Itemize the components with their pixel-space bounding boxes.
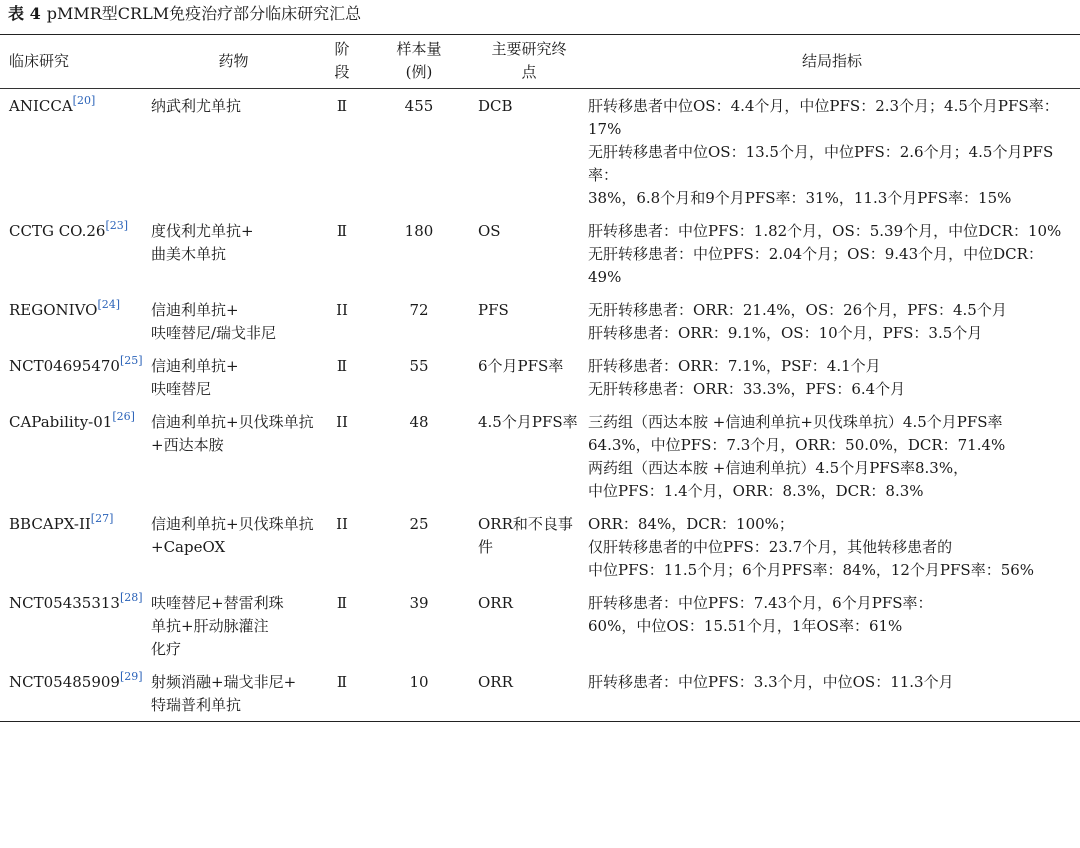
header-phase: [320, 35, 364, 89]
phase-cell: II: [336, 413, 348, 431]
sample-size-cell: 455: [404, 97, 434, 115]
table-row: [0, 89, 1080, 215]
outcome-line: 60%，中位OS：15.51个月，1年OS率：61%: [588, 617, 903, 635]
endpoint-cell: PFS: [478, 301, 509, 319]
drug-line: 信迪利单抗+贝伐珠单抗+CapeOX: [151, 515, 314, 556]
study-cell: [0, 665, 147, 722]
phase-cell: Ⅱ: [336, 594, 348, 612]
table-row: [0, 349, 1080, 405]
drug-line: 信迪利单抗+: [151, 301, 239, 319]
endpoint-cell: ORR: [478, 594, 513, 612]
table-header-row: [0, 35, 1080, 89]
study-name: ANICCA: [9, 97, 73, 115]
study-name: CAPability-01: [9, 413, 113, 431]
drug-line: 呋喹替尼/瑞戈非尼: [151, 324, 277, 342]
endpoint-cell: ORR: [478, 673, 513, 691]
endpoint-cell: DCB: [478, 97, 513, 115]
drug-line: 特瑞普利单抗: [151, 696, 242, 714]
outcome-line: 三药组（西达本胺 +信迪利单抗+贝伐珠单抗）4.5个月PFS率: [588, 413, 1003, 431]
outcome-cell: [584, 349, 1080, 405]
study-cell: [0, 293, 147, 349]
header-phase-line: 阶: [334, 40, 350, 58]
sample-size-cell: 180: [404, 222, 434, 240]
drug-line: 信迪利单抗+: [151, 357, 239, 375]
table-title: pMMR型CRLM免疫治疗部分临床研究汇总: [46, 4, 362, 23]
outcome-line: 肝转移患者：ORR：9.1%，OS：10个月，PFS：3.5个月: [588, 324, 983, 342]
outcome-line: 肝转移患者：中位PFS：7.43个月，6个月PFS率：: [588, 594, 933, 612]
outcome-line: 肝转移患者：ORR：7.1%，PSF：4.1个月: [588, 357, 881, 375]
study-cell: [0, 214, 147, 293]
outcome-cell: [584, 214, 1080, 293]
header-phase-line: 段: [334, 63, 350, 81]
outcome-line: ORR：84%，DCR：100%；: [588, 515, 794, 533]
sample-size-cell: 55: [409, 357, 429, 375]
outcome-line: 中位PFS：1.4个月，ORR：8.3%，DCR：8.3%: [588, 482, 924, 500]
header-sample-line: (例): [405, 63, 433, 81]
citation-ref[interactable]: [26]: [112, 410, 135, 423]
outcome-line: 中位PFS：11.5个月；6个月PFS率：84%，12个月PFS率：56%: [588, 561, 1035, 579]
phase-cell: Ⅱ: [336, 357, 348, 375]
drug-cell: [147, 665, 320, 722]
drug-cell: [147, 293, 320, 349]
study-cell: [0, 586, 147, 665]
outcome-line: 仅肝转移患者的中位PFS：23.7个月，其他转移患者的: [588, 538, 953, 556]
citation-ref[interactable]: [25]: [119, 354, 143, 367]
header-endpoint: [474, 35, 584, 89]
outcome-cell: [584, 507, 1080, 586]
drug-line: 呋喹替尼: [151, 380, 212, 398]
clinical-trials-table: [0, 34, 1080, 722]
header-endpoint-line: 主要研究终: [491, 40, 567, 58]
drug-line: 呋喹替尼+替雷利珠: [151, 594, 284, 612]
study-cell: [0, 507, 147, 586]
sample-size-cell: 25: [409, 515, 429, 533]
outcome-cell: [584, 586, 1080, 665]
outcome-line: 64.3%，中位PFS：7.3个月，ORR：50.0%，DCR：71.4%: [588, 436, 1006, 454]
header-study: 临床研究: [9, 51, 70, 70]
endpoint-cell: 4.5个月PFS率: [478, 413, 578, 431]
phase-cell: Ⅱ: [336, 222, 348, 240]
drug-cell: [147, 586, 320, 665]
outcome-line: 肝转移患者：中位PFS：3.3个月，中位OS：11.3个月: [588, 673, 954, 691]
sample-size-cell: 48: [409, 413, 429, 431]
study-cell: [0, 405, 147, 507]
drug-cell: [147, 405, 320, 507]
citation-ref[interactable]: [20]: [72, 94, 96, 107]
citation-ref[interactable]: [28]: [119, 591, 143, 604]
drug-cell: [147, 507, 320, 586]
drug-line: 单抗+肝动脉灌注: [151, 617, 269, 635]
header-endpoint-line: 点: [521, 63, 537, 81]
header-sample-size: [364, 35, 474, 89]
table-row: [0, 586, 1080, 665]
outcome-line: 无肝转移患者：ORR：33.3%，PFS：6.4个月: [588, 380, 906, 398]
drug-cell: [147, 89, 320, 215]
outcome-line: 无肝转移患者：中位PFS：2.04个月；OS：9.43个月，中位DCR：49%: [588, 245, 1043, 286]
header-drug: 药物: [218, 51, 249, 70]
sample-size-cell: 10: [409, 673, 429, 691]
endpoint-cell: 6个月PFS率: [478, 357, 564, 375]
drug-line: 化疗: [151, 640, 182, 658]
table-caption: [8, 2, 361, 26]
outcome-line: 无肝转移患者：ORR：21.4%，OS：26个月，PFS：4.5个月: [588, 301, 1007, 319]
endpoint-cell: ORR和不良事件: [478, 515, 573, 556]
drug-cell: [147, 349, 320, 405]
phase-cell: Ⅱ: [336, 673, 348, 691]
table-row: [0, 665, 1080, 722]
table-row: [0, 507, 1080, 586]
drug-line: 纳武利尤单抗: [151, 97, 242, 115]
phase-cell: Ⅱ: [336, 97, 348, 115]
sample-size-cell: 39: [409, 594, 429, 612]
study-name: NCT05485909: [9, 673, 120, 691]
table-row: [0, 214, 1080, 293]
phase-cell: II: [336, 515, 348, 533]
table-number: 表 4: [8, 4, 41, 23]
study-name: CCTG CO.26: [9, 222, 106, 240]
study-name: REGONIVO: [9, 301, 98, 319]
outcome-cell: [584, 293, 1080, 349]
study-cell: [0, 89, 147, 215]
outcome-cell: [584, 665, 1080, 722]
header-sample-line: 样本量: [396, 40, 442, 58]
outcome-cell: [584, 89, 1080, 215]
outcome-line: 肝转移患者中位OS：4.4个月，中位PFS：2.3个月；4.5个月PFS率：17%: [588, 97, 1059, 138]
citation-ref[interactable]: [24]: [97, 298, 121, 311]
drug-line: 曲美木单抗: [151, 245, 227, 263]
drug-line: 度伐利尤单抗+: [151, 222, 254, 240]
outcome-line: 38%，6.8个月和9个月PFS率：31%，11.3个月PFS率：15%: [588, 189, 1012, 207]
drug-cell: [147, 214, 320, 293]
citation-ref[interactable]: [23]: [105, 219, 129, 232]
drug-line: 信迪利单抗+贝伐珠单抗+西达本胺: [151, 413, 314, 454]
citation-ref[interactable]: [29]: [119, 670, 143, 683]
phase-cell: II: [336, 301, 348, 319]
outcome-line: 无肝转移患者中位OS：13.5个月，中位PFS：2.6个月；4.5个月PFS率：: [588, 143, 1054, 184]
outcome-line: 两药组（西达本胺 +信迪利单抗）4.5个月PFS率8.3%，: [588, 459, 969, 477]
drug-line: 射频消融+瑞戈非尼+: [151, 673, 297, 691]
outcome-line: 肝转移患者：中位PFS：1.82个月，OS：5.39个月，中位DCR：10%: [588, 222, 1062, 240]
study-name: NCT04695470: [9, 357, 120, 375]
sample-size-cell: 72: [409, 301, 429, 319]
table-body: [0, 89, 1080, 722]
table-row: [0, 405, 1080, 507]
header-outcome: 结局指标: [801, 51, 862, 70]
study-name: BBCAPX-II: [9, 515, 91, 533]
outcome-cell: [584, 405, 1080, 507]
study-cell: [0, 349, 147, 405]
endpoint-cell: OS: [478, 222, 501, 240]
table-row: [0, 293, 1080, 349]
study-name: NCT05435313: [9, 594, 120, 612]
citation-ref[interactable]: [27]: [90, 512, 114, 525]
